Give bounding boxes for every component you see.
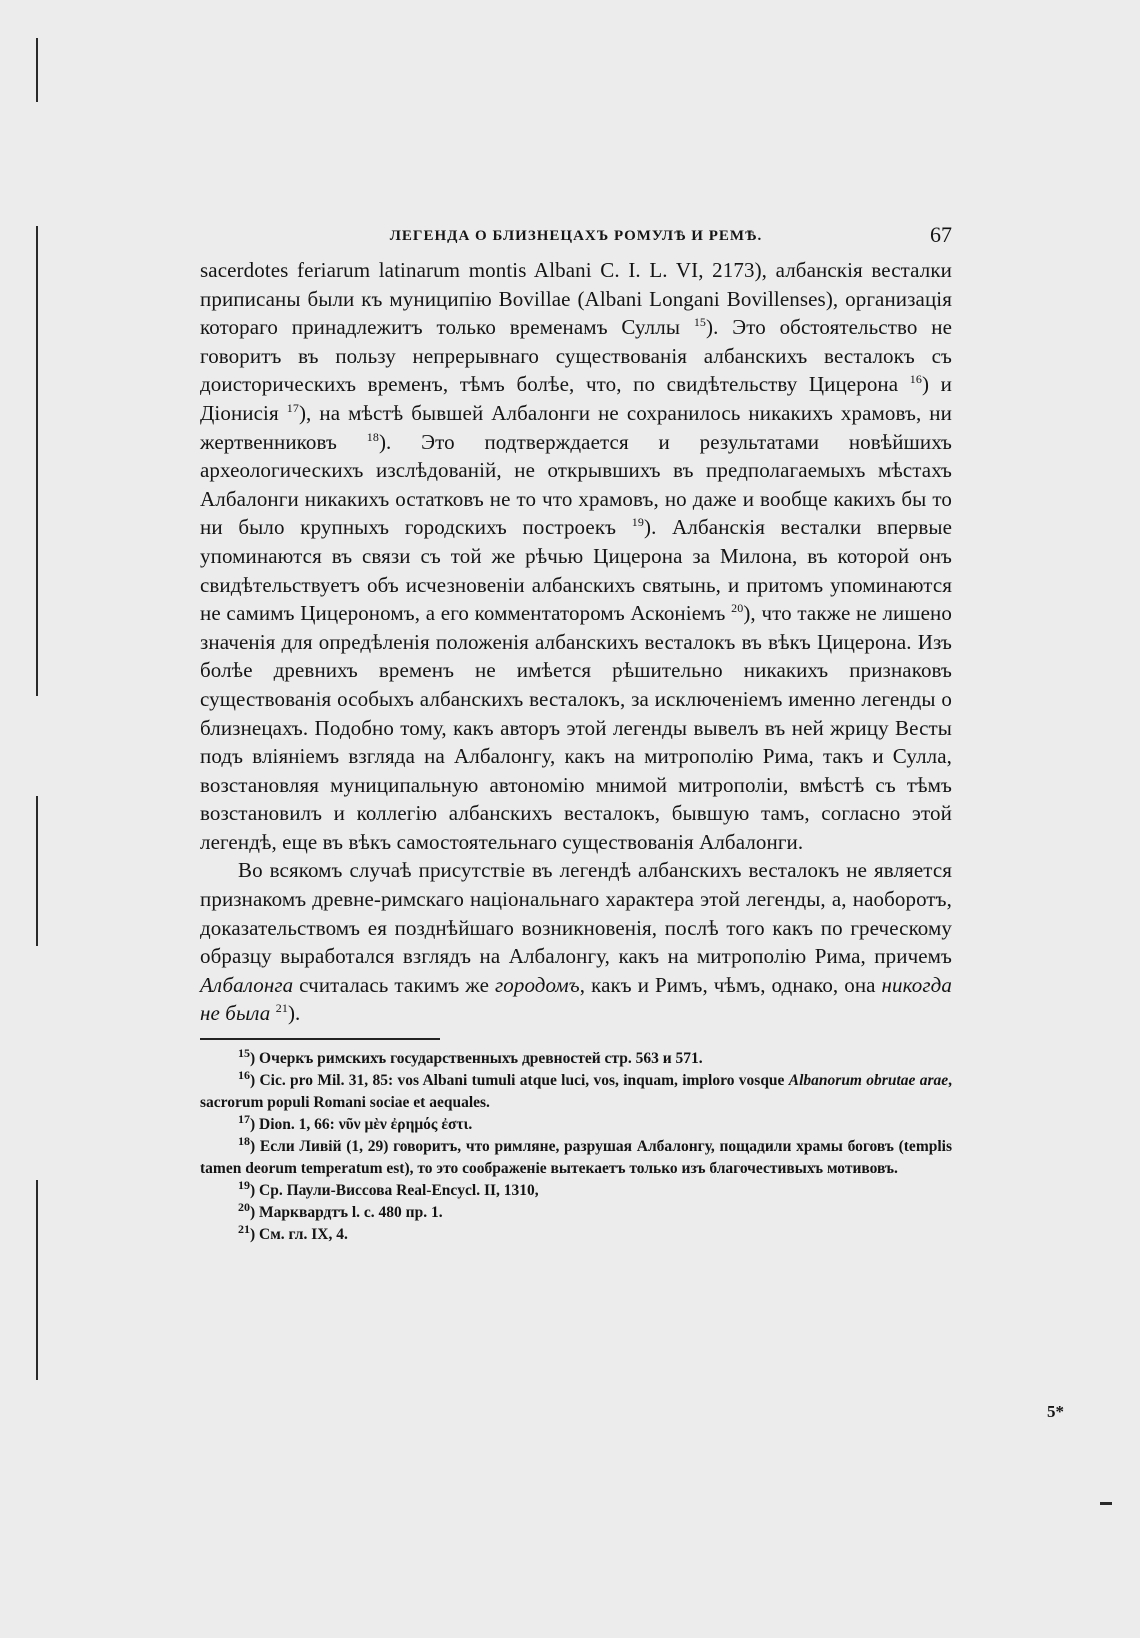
text-run: ) См. гл. IX, 4.: [250, 1226, 348, 1244]
text-run: ) Dion. 1, 66: νῦν μὲν ἐρημός ἐστι.: [250, 1116, 473, 1134]
footnote-marker: 15: [238, 1045, 250, 1060]
footnote-marker: 18: [366, 429, 379, 444]
text-run: ) Марквардтъ l. c. 480 пр. 1.: [250, 1204, 443, 1222]
footnote: [200, 1221, 952, 1246]
text-run: ) Очеркъ римскихъ государственныхъ древностей стр. 563 и 571.: [250, 1050, 703, 1068]
text-run: , sacrorum populi Romani sociae et aequales.: [200, 1072, 953, 1112]
footnote-marker: 19: [631, 515, 644, 530]
text-run: ), что также не лишено значенія для опредѣленія положенія албанскихъ весталокъ въ вѣкъ Цицерона. Изъ болѣе древнихъ временъ не имѣется рѣшительно никакихъ признаковъ существованія особыхъ албанскихъ весталокъ, за исключеніемъ именно легенды о близнецахъ. Подобно тому, какъ авторъ этой легенды вывелъ въ ней жрицу Весты подъ вліяніемъ взгляда на Албалонгу, какъ на митрополію Рима, такъ и Сулла, возстановляя муниципальную автономію мнимой митрополіи, вмѣстѣ съ тѣмъ возстановилъ и коллегію албанскихъ весталокъ, бывшую тамъ, согласно этой легендѣ, еще въ вѣкъ самостоятельнаго существованія Албалонги.: [200, 601, 952, 854]
scan-margin-line: [36, 796, 38, 946]
italic-text: Albanorum obrutae arae: [788, 1072, 949, 1090]
text-run: считалась такимъ же: [293, 972, 495, 997]
text-run: ) Ср. Паули-Виссова Real-Encycl. II, 1310,: [250, 1182, 539, 1200]
page-number: 67: [930, 222, 952, 247]
footnote-marker: 16: [238, 1067, 250, 1082]
text-run: ). Это обстоятельство не говоритъ въ пользу непрерывнаго существованія албанскихъ весталокъ съ доисторическихъ временъ, тѣмъ болѣе, что, по свидѣтельству Цицерона: [200, 315, 952, 397]
italic-text: Албалонга: [200, 972, 294, 997]
paragraph: [200, 256, 952, 856]
scan-margin-line: [36, 38, 38, 102]
footnote-marker: 19: [238, 1177, 250, 1192]
footnote-marker: 20: [238, 1199, 250, 1214]
page-header: [200, 222, 952, 256]
text-run: ) и Діонисія: [200, 372, 952, 425]
text-run: Во всякомъ случаѣ присутствіе въ легендѣ албанскихъ весталокъ не является признакомъ древне-римскаго національнаго характера этой легенды, а, наоборотъ, доказательствомъ ея позднѣйшаго возникновенія, послѣ того какъ по греческому образцу выработался взглядъ на Албалонгу, какъ на митрополію Рима, причемъ: [200, 858, 952, 969]
footnote-marker: 21: [238, 1221, 250, 1236]
text-run: ) Cic. pro Mil. 31, 85: vos Albani tumuli atque luci, vos, inquam, imploro vosque: [250, 1072, 789, 1090]
scan-edge-dash: [1100, 1502, 1112, 1505]
footnote-marker: 18: [238, 1133, 250, 1148]
italic-text: городомъ: [494, 972, 580, 997]
text-run: ). Это подтверждается и результатами новѣйшихъ археологическихъ изслѣдованій, не открывшихъ въ предполагаемыхъ мѣстахъ Албалонги никакихъ остатковъ не то что храмовъ, но даже и вообще какихъ бы то ни было крупныхъ городскихъ построекъ: [200, 429, 952, 540]
text-run: ).: [287, 1001, 301, 1026]
text-run: ) Если Ливій (1, 29) говоритъ, что римляне, разрушая Албалонгу, пощадили храмы боговъ (templis tamen deorum temperatum est), то это соображеніе вытекаетъ только изъ благочестивыхъ мотивовъ.: [200, 1138, 952, 1178]
footnote-marker: 16: [909, 372, 922, 387]
italic-text: никогда не была: [200, 972, 952, 1026]
footnote: [200, 1177, 952, 1202]
footnote-marker: 21: [275, 1001, 288, 1016]
footnotes: [200, 1045, 953, 1246]
footnote-separator: [200, 1038, 440, 1040]
printer-signature-mark: 5*: [1047, 1402, 1064, 1421]
body-text: [200, 256, 952, 1028]
text-run: ), на мѣстѣ бывшей Албалонги не сохранилось никакихъ храмовъ, ни жертвенниковъ: [200, 400, 952, 454]
text-run: sacerdotes feriarum latinarum montis Albani C. I. L. VI, 2173), албанскія весталки приписаны были къ муниципію Bovillae (Albani Longani Bovillenses), организація котораго принадлежитъ только временамъ Суллы: [200, 258, 952, 340]
footnote: [200, 1045, 952, 1070]
footnote-marker: 17: [238, 1111, 250, 1126]
footnote: [200, 1067, 953, 1114]
text-run: , какъ и Римъ, чѣмъ, однако, она: [579, 972, 882, 997]
footnote-marker: 15: [693, 315, 707, 330]
footnote: [200, 1133, 952, 1180]
footnote: [200, 1199, 952, 1224]
scan-margin-line: [36, 226, 38, 696]
text-run: ). Албанскія весталки впервые упоминаются въ связи съ той же рѣчью Цицерона за Милона, въ которой онъ свидѣтельствуетъ объ исчезновеніи албанскихъ святынь, и притомъ упоминаются не самимъ Цицерономъ, а его комментаторомъ Асконіемъ: [200, 515, 953, 626]
running-head: ЛЕГЕНДА О БЛИЗНЕЦАХЪ РОМУЛѢ И РЕМѢ.: [389, 228, 763, 244]
scan-margin-line: [36, 1180, 38, 1380]
book-page: [200, 222, 952, 1246]
footnote: [200, 1111, 952, 1136]
paragraph: [200, 856, 952, 1028]
footnote-marker: 20: [731, 601, 744, 616]
footnote-marker: 17: [286, 400, 299, 415]
